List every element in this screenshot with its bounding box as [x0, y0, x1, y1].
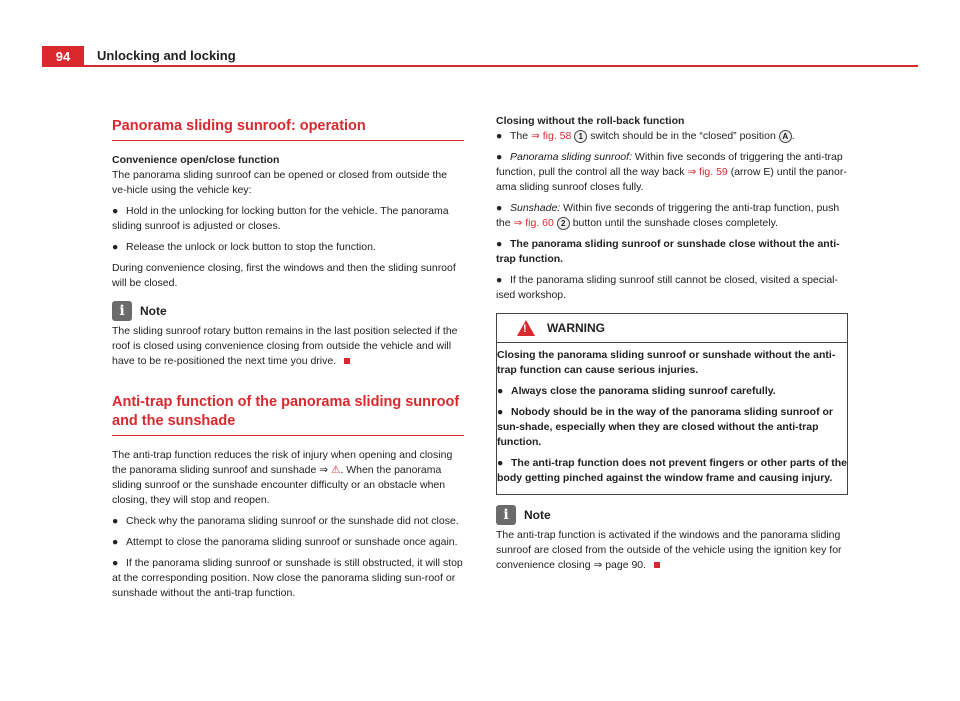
right-column	[496, 114, 848, 579]
position-badge: A	[779, 130, 792, 143]
list-item: ● The panorama sliding sunroof or sunshade close without the anti-trap function.	[496, 238, 840, 265]
info-icon: i	[112, 301, 132, 321]
warning-label: WARNING	[547, 320, 605, 335]
list-item: ● Hold in the unlocking for locking button for the vehicle. The panorama sliding sunroof is adjusted or closes.	[112, 205, 449, 232]
paragraph: During convenience closing, first the windows and then the sliding sunroof will be closed.	[112, 262, 456, 289]
list-item: ● If the panorama sliding sunroof still cannot be closed, visited a special-ised workshop.	[496, 274, 839, 301]
left-column	[112, 112, 464, 607]
fig-link[interactable]: ⇒ fig. 58	[531, 130, 572, 142]
warning-box	[496, 313, 848, 495]
warning-ref-icon[interactable]: ⚠	[330, 464, 341, 476]
header-rule	[84, 65, 918, 67]
subheading-closing: Closing without the roll-back function	[496, 115, 685, 127]
paragraph: The anti-trap function reduces the risk of injury when opening and closing the panorama sliding sunroof and sunshade ⇒ ⚠. When the panorama sliding sunroof or the sunshade encounter difficulty or an obstacle when closing, they will stop and reopen.	[112, 449, 453, 506]
warning-heading	[497, 314, 847, 343]
warning-intro: Closing the panorama sliding sunroof or sunshade without the anti-trap function can cause serious injuries.	[497, 349, 836, 376]
list-item: ● Check why the panorama sliding sunroof or the sunshade did not close.	[112, 515, 459, 527]
list-item: ● Sunshade: Within five seconds of triggering the anti-trap function, push the ⇒ fig. 60 2 button until the sunshade closes completely.	[496, 202, 840, 229]
warning-body	[497, 343, 847, 494]
page-number: 94	[42, 46, 84, 67]
note-text: The anti-trap function is activated if the windows and the panorama sliding sunroof are closed from the outside of the vehicle using the ignition key for convenience closing ⇒ page 90.	[496, 529, 842, 571]
list-item: ● The ⇒ fig. 58 1 switch should be in the “closed” position A .	[496, 130, 795, 142]
list-item: ● Nobody should be in the way of the panorama sliding sunroof or sun-shade, especially when they are closed without the anti-trap function.	[497, 406, 834, 448]
callout-badge: 2	[557, 217, 570, 230]
list-item: ● Attempt to close the panorama sliding sunroof or sunshade once again.	[112, 536, 458, 548]
end-marker-icon	[344, 358, 350, 364]
fig-link[interactable]: ⇒ fig. 60	[513, 217, 554, 229]
list-item: ● Release the unlock or lock button to stop the function.	[112, 241, 376, 253]
list-item: ● If the panorama sliding sunroof or sunshade is still obstructed, it will stop at the corresponding position. Now close the panorama sliding sun-roof or sunshade without the anti-trap function.	[112, 557, 463, 599]
end-marker-icon	[654, 562, 660, 568]
section-title-anti-trap: Anti-trap function of the panorama sliding sunroof and the sunshade	[112, 393, 464, 436]
note-label: Note	[524, 507, 551, 522]
paragraph: The panorama sliding sunroof can be opened or closed from outside the ve-hicle using the vehicle key:	[112, 169, 448, 196]
note-text: The sliding sunroof rotary button remains in the last position selected if the roof is closed using convenience closing from outside the vehicle and will have to be re-positioned the next time you drive.	[112, 325, 458, 367]
note-heading	[496, 505, 848, 525]
info-icon: i	[496, 505, 516, 525]
subheading-convenience: Convenience open/close function	[112, 154, 280, 166]
note-label: Note	[140, 303, 167, 318]
note-heading	[112, 301, 464, 321]
list-item: ● The anti-trap function does not prevent fingers or other parts of the body getting pinched against the window frame and causing injury.	[497, 457, 848, 484]
list-item: ● Always close the panorama sliding sunroof carefully.	[497, 385, 776, 397]
section-title-operation: Panorama sliding sunroof: operation	[112, 117, 464, 141]
fig-link[interactable]: ⇒ fig. 59	[687, 166, 728, 178]
list-item: ● Panorama sliding sunroof: Within five seconds of triggering the anti-trap function, pull the control all the way back ⇒ fig. 59 (arrow E) until the panor-ama sliding sunroof closes fully.	[496, 151, 847, 193]
chapter-title: Unlocking and locking	[97, 48, 236, 63]
callout-badge: 1	[574, 130, 587, 143]
warning-icon: !	[517, 320, 535, 336]
